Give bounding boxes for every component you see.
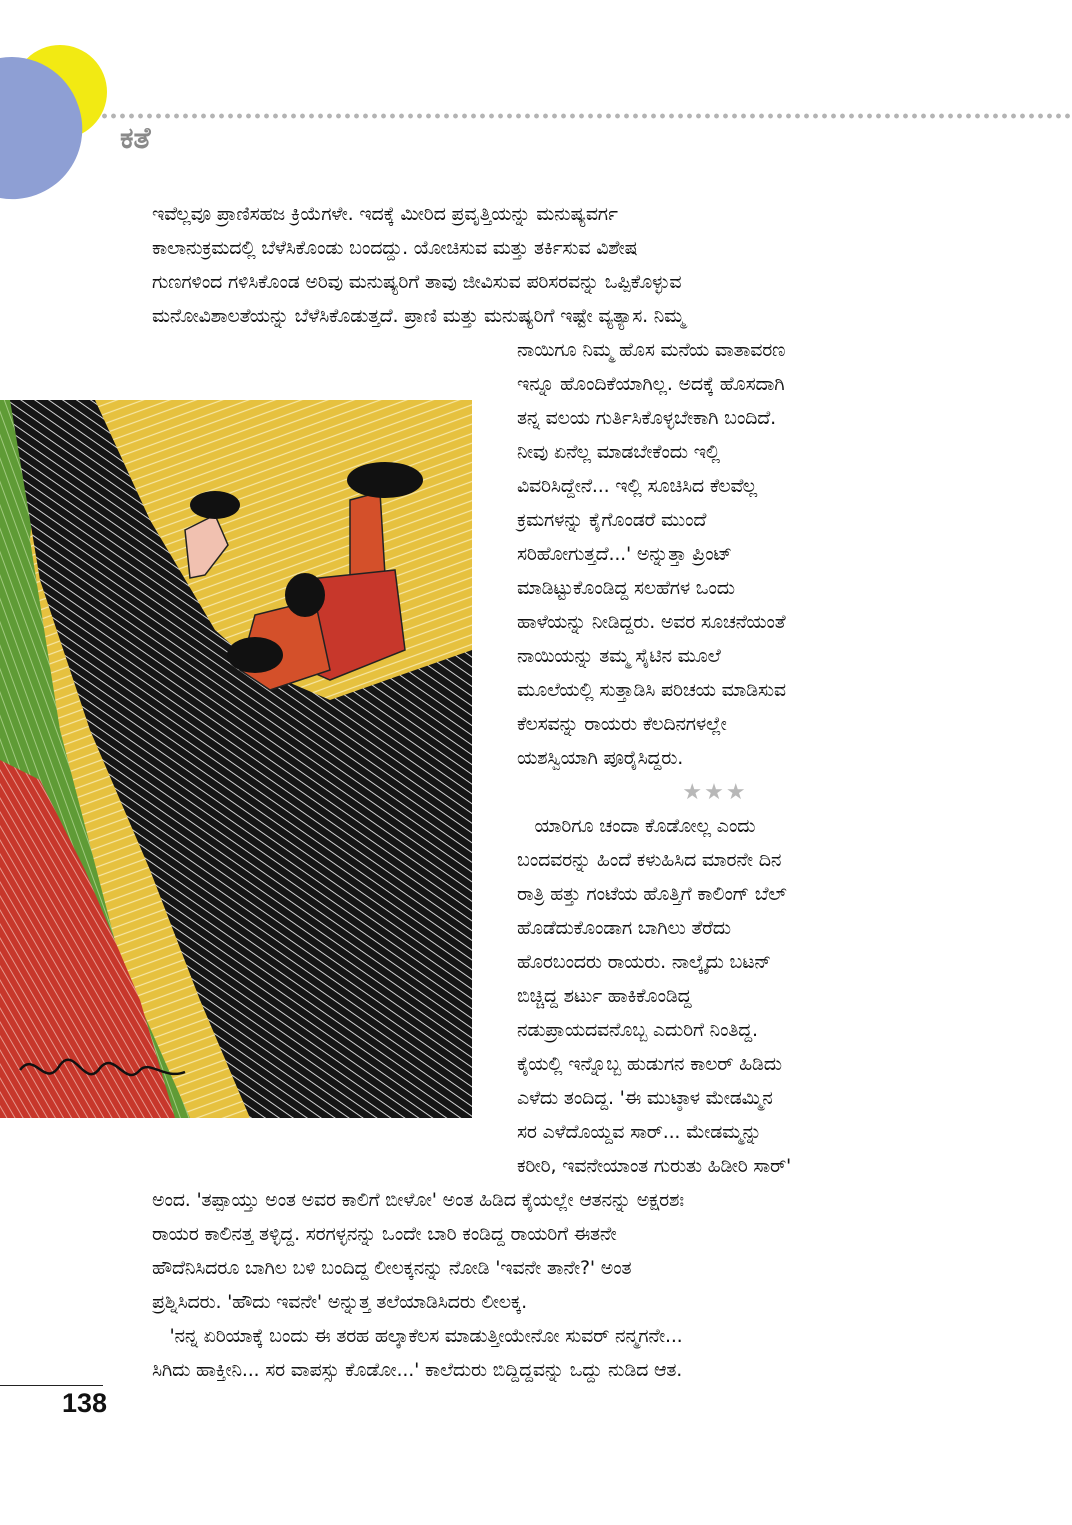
- text-line: ಹೌದೆನಿಸಿದರೂ ಬಾಗಿಲ ಬಳಿ ಬಂದಿದ್ದ ಲೀಲಕ್ಕನನ್ನು ನೋಡಿ 'ಇವನೇ ತಾನೇ?' ಅಂತ: [152, 1257, 632, 1279]
- text-line: ಯಾರಿಗೂ ಚಂದಾ ಕೊಡೋಲ್ಲ ಎಂದು: [517, 815, 756, 837]
- text-line: ಕ್ರಮಗಳನ್ನು ಕೈಗೊಂಡರೆ ಮುಂದೆ: [517, 509, 707, 531]
- text-line: ಹೊರಬಂದರು ರಾಯರು. ನಾಲ್ಕೈದು ಬಟನ್: [517, 951, 771, 973]
- paragraph-3: [517, 809, 791, 1183]
- text-line: ಸಿಗಿದು ಹಾಕ್ತೀನಿ... ಸರ ವಾಪಸ್ಸು ಕೊಡೋ...' ಕಾಲೆದುರು ಬಿದ್ದಿದ್ದವನ್ನು ಒದ್ದು ನುಡಿದ ಆತ.: [152, 1359, 683, 1381]
- text-line: ನಡುಪ್ರಾಯದವನೊಬ್ಬ ಎದುರಿಗೆ ನಿಂತಿದ್ದ.: [517, 1019, 758, 1041]
- text-line: ಅಂದ. 'ತಪ್ಪಾಯ್ತು ಅಂತ ಅವರ ಕಾಲಿಗೆ ಬೀಳೋ' ಅಂತ ಹಿಡಿದ ಕೈಯಲ್ಲೇ ಆತನನ್ನು ಅಕ್ಷರಶಃ: [152, 1189, 684, 1211]
- text-line: ಯಶಸ್ವಿಯಾಗಿ ಪೂರೈಸಿದ್ದರು.: [517, 747, 684, 769]
- section-separator: ★★★: [682, 780, 748, 805]
- text-line: ತನ್ನ ವಲಯ ಗುರ್ತಿಸಿಕೊಳ್ಳಬೇಕಾಗಿ ಬಂದಿದೆ.: [517, 407, 776, 429]
- corner-decoration: [0, 0, 120, 210]
- text-line: ಪ್ರಶ್ನಿಸಿದರು. 'ಹೌದು ಇವನೇ' ಅನ್ನುತ್ತ ತಲೆಯಾಡಿಸಿದರು ಲೀಲಕ್ಕ.: [152, 1291, 527, 1313]
- text-line: ವಿವರಿಸಿದ್ದೇನೆ... ಇಲ್ಲಿ ಸೂಚಿಸಿದ ಕೆಲವೆಲ್ಲ: [517, 475, 757, 497]
- text-line: ಹೊಡೆದುಕೊಂಡಾಗ ಬಾಗಿಲು ತೆರೆದು: [517, 917, 731, 939]
- story-illustration: [0, 400, 472, 1118]
- dotted-header-rule: [100, 112, 1072, 120]
- text-line: ಗುಣಗಳಿಂದ ಗಳಿಸಿಕೊಂಡ ಅರಿವು ಮನುಷ್ಯರಿಗೆ ತಾವು ಜೀವಿಸುವ ಪರಿಸರವನ್ನು ಒಪ್ಪಿಕೊಳ್ಳುವ: [152, 271, 682, 293]
- paragraph-2: [517, 333, 786, 775]
- text-line: ಹಾಳೆಯನ್ನು ನೀಡಿದ್ದರು. ಅವರ ಸೂಚನೆಯಂತೆ: [517, 611, 786, 633]
- hair-1: [190, 491, 240, 519]
- hair-2: [347, 462, 423, 498]
- text-line: ಕಾಲಾನುಕ್ರಮದಲ್ಲಿ ಬೆಳೆಸಿಕೊಂಡು ಬಂದದ್ದು. ಯೋಚಿಸುವ ಮತ್ತು ತರ್ಕಿಸುವ ವಿಶೇಷ: [152, 237, 638, 259]
- text-line: ಕೆಲಸವನ್ನು ರಾಯರು ಕೆಲದಿನಗಳಲ್ಲೇ: [517, 713, 727, 735]
- footer-rule: [0, 1385, 103, 1386]
- text-line: ಮೂಲೆಯಲ್ಲಿ ಸುತ್ತಾಡಿಸಿ ಪರಿಚಯ ಮಾಡಿಸುವ: [517, 679, 786, 701]
- text-line: ಸರಿಹೋಗುತ್ತದೆ...' ಅನ್ನುತ್ತಾ ಪ್ರಿಂಟ್: [517, 543, 732, 565]
- text-line: 'ನನ್ನ ಏರಿಯಾಕ್ಕೆ ಬಂದು ಈ ತರಹ ಹಲ್ಕಾಕೆಲಸ ಮಾಡುತ್ತೀಯೇನೋ ಸುವರ್ ನನ್ಮಗನೇ...: [152, 1325, 683, 1347]
- text-line: ರಾತ್ರಿ ಹತ್ತು ಗಂಟೆಯ ಹೊತ್ತಿಗೆ ಕಾಲಿಂಗ್ ಬೆಲ್: [517, 883, 787, 905]
- text-line: ಬಿಚ್ಚಿದ್ದ ಶರ್ಟು ಹಾಕಿಕೊಂಡಿದ್ದ: [517, 985, 692, 1007]
- text-line: ನಾಯಿಯನ್ನು ತಮ್ಮ ಸೈಟಿನ ಮೂಲೆ: [517, 645, 721, 667]
- text-line: ನೀವು ಏನೆಲ್ಲ ಮಾಡಬೇಕೆಂದು ಇಲ್ಲಿ: [517, 441, 721, 463]
- text-line: ಮಾಡಿಟ್ಟುಕೊಂಡಿದ್ದ ಸಲಹೆಗಳ ಒಂದು: [517, 577, 735, 599]
- hair-3: [285, 573, 325, 617]
- text-line: ನಾಯಿಗೂ ನಿಮ್ಮ ಹೊಸ ಮನೆಯ ವಾತಾವರಣ: [517, 339, 786, 361]
- paragraph-1: [152, 197, 685, 333]
- text-line: ರಾಯರ ಕಾಲಿನತ್ತ ತಳ್ಳಿದ್ದ. ಸರಗಳ್ಳನನ್ನು ಒಂದೇ ಬಾರಿ ಕಂಡಿದ್ದ ರಾಯರಿಗೆ ಈತನೇ: [152, 1223, 617, 1245]
- text-line: ಎಳೆದು ತಂದಿದ್ದ. 'ಈ ಮುಟ್ಠಾಳ ಮೇಡಮ್ಮಿನ: [517, 1087, 773, 1109]
- text-line: ಕೈಯಲ್ಲಿ ಇನ್ನೊಬ್ಬ ಹುಡುಗನ ಕಾಲರ್ ಹಿಡಿದು: [517, 1053, 782, 1075]
- section-label: ಕತೆ: [120, 121, 151, 156]
- text-line: ಬಂದವರನ್ನು ಹಿಂದೆ ಕಳುಹಿಸಿದ ಮಾರನೇ ದಿನ: [517, 849, 782, 871]
- page-number: 138: [62, 1388, 108, 1418]
- text-line: ಸರ ಎಳೆದೊಯ್ದವ ಸಾರ್... ಮೇಡಮ್ಮನ್ನು: [517, 1121, 762, 1143]
- hair-4: [227, 637, 283, 673]
- text-line: ಇವೆಲ್ಲವೂ ಪ್ರಾಣಿಸಹಜ ಕ್ರಿಯೆಗಳೇ. ಇದಕ್ಕೆ ಮೀರಿದ ಪ್ರವೃತ್ತಿಯನ್ನು ಮನುಷ್ಯವರ್ಗ: [152, 203, 618, 225]
- text-line: ಇನ್ನೂ ಹೊಂದಿಕೆಯಾಗಿಲ್ಲ. ಅದಕ್ಕೆ ಹೊಸದಾಗಿ: [517, 373, 785, 395]
- text-line: ಕರೀರಿ, ಇವನೇಯಾಂತ ಗುರುತು ಹಿಡೀರಿ ಸಾರ್': [517, 1155, 792, 1177]
- text-line: ಮನೋವಿಶಾಲತೆಯನ್ನು ಬೆಳೆಸಿಕೊಡುತ್ತದೆ. ಪ್ರಾಣಿ ಮತ್ತು ಮನುಷ್ಯರಿಗೆ ಇಷ್ಟೇ ವ್ಯತ್ಯಾಸ. ನಿಮ್ಮ: [152, 305, 685, 327]
- paragraph-4: [152, 1183, 684, 1387]
